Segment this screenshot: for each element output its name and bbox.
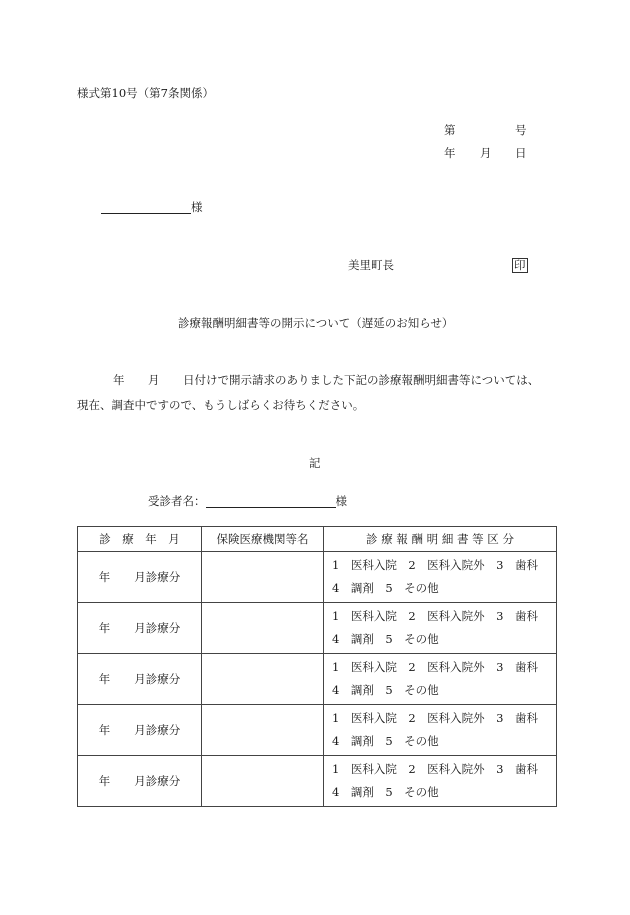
table-row — [78, 705, 557, 756]
institution-cell — [202, 654, 324, 705]
addressee-suffix: 様 — [191, 200, 203, 214]
row-month: 月診療分 — [134, 621, 181, 635]
sender-title: 美里町長 — [348, 258, 394, 272]
institution-cell — [202, 756, 324, 807]
records-table — [77, 526, 557, 807]
category-line1: 1 医科入院 2 医科入院外 3 歯科 — [332, 660, 538, 674]
row-year: 年 — [98, 774, 111, 788]
institution-cell — [202, 552, 324, 603]
category-line2: 4 調剤 5 その他 — [332, 683, 439, 697]
category-line2: 4 調剤 5 その他 — [332, 581, 439, 595]
body-line1: 日付けで開示請求のありました下記の診療報酬明細書等については、 — [183, 373, 540, 387]
form-id: 様式第10号（第7条関係） — [77, 86, 214, 100]
category-line1: 1 医科入院 2 医科入院外 3 歯科 — [332, 762, 538, 776]
header-institution: 保険医療機関等名 — [202, 527, 324, 552]
subject-title: 診療報酬明細書等の開示について（遅延のお知らせ） — [178, 316, 454, 330]
addressee — [101, 200, 203, 214]
row-month: 月診療分 — [134, 774, 181, 788]
category-cell — [324, 705, 557, 756]
body-date-year: 年 — [113, 373, 125, 387]
row-month: 月診療分 — [134, 723, 181, 737]
patient-label: 受診者名： — [148, 494, 206, 508]
treatment-month-cell — [78, 705, 202, 756]
body-date-month: 月 — [148, 373, 160, 387]
table-row — [78, 552, 557, 603]
row-year: 年 — [98, 621, 111, 635]
doc-number-suffix: 号 — [515, 123, 527, 137]
row-year: 年 — [98, 570, 111, 584]
header-category: 診 療 報 酬 明 細 書 等 区 分 — [324, 527, 557, 552]
institution-cell — [202, 603, 324, 654]
seal-mark: 印 — [514, 258, 526, 272]
category-line2: 4 調剤 5 その他 — [332, 734, 439, 748]
doc-date-month: 月 — [480, 146, 492, 160]
ki-heading: 記 — [309, 456, 321, 470]
patient-blank — [206, 494, 336, 508]
treatment-month-cell — [78, 552, 202, 603]
row-month: 月診療分 — [134, 570, 181, 584]
treatment-month-cell — [78, 756, 202, 807]
treatment-month-cell — [78, 654, 202, 705]
category-cell — [324, 654, 557, 705]
header-treatment-month: 診 療 年 月 — [78, 527, 202, 552]
table-row — [78, 654, 557, 705]
doc-date-day: 日 — [515, 146, 527, 160]
category-cell — [324, 552, 557, 603]
body-line2: 現在、調査中ですので、もうしばらくお待ちください。 — [77, 398, 365, 412]
category-line1: 1 医科入院 2 医科入院外 3 歯科 — [332, 711, 538, 725]
addressee-blank — [101, 200, 191, 214]
patient-name-line — [148, 494, 347, 508]
category-line2: 4 調剤 5 その他 — [332, 632, 439, 646]
category-line2: 4 調剤 5 その他 — [332, 785, 439, 799]
category-line1: 1 医科入院 2 医科入院外 3 歯科 — [332, 558, 538, 572]
category-cell — [324, 603, 557, 654]
doc-date-year: 年 — [444, 146, 456, 160]
row-year: 年 — [98, 672, 111, 686]
category-line1: 1 医科入院 2 医科入院外 3 歯科 — [332, 609, 538, 623]
doc-number-prefix: 第 — [444, 123, 456, 137]
institution-cell — [202, 705, 324, 756]
row-month: 月診療分 — [134, 672, 181, 686]
patient-suffix: 様 — [335, 494, 347, 508]
treatment-month-cell — [78, 603, 202, 654]
table-row — [78, 756, 557, 807]
table-row — [78, 603, 557, 654]
category-cell — [324, 756, 557, 807]
table-header-row — [78, 527, 557, 552]
row-year: 年 — [98, 723, 111, 737]
